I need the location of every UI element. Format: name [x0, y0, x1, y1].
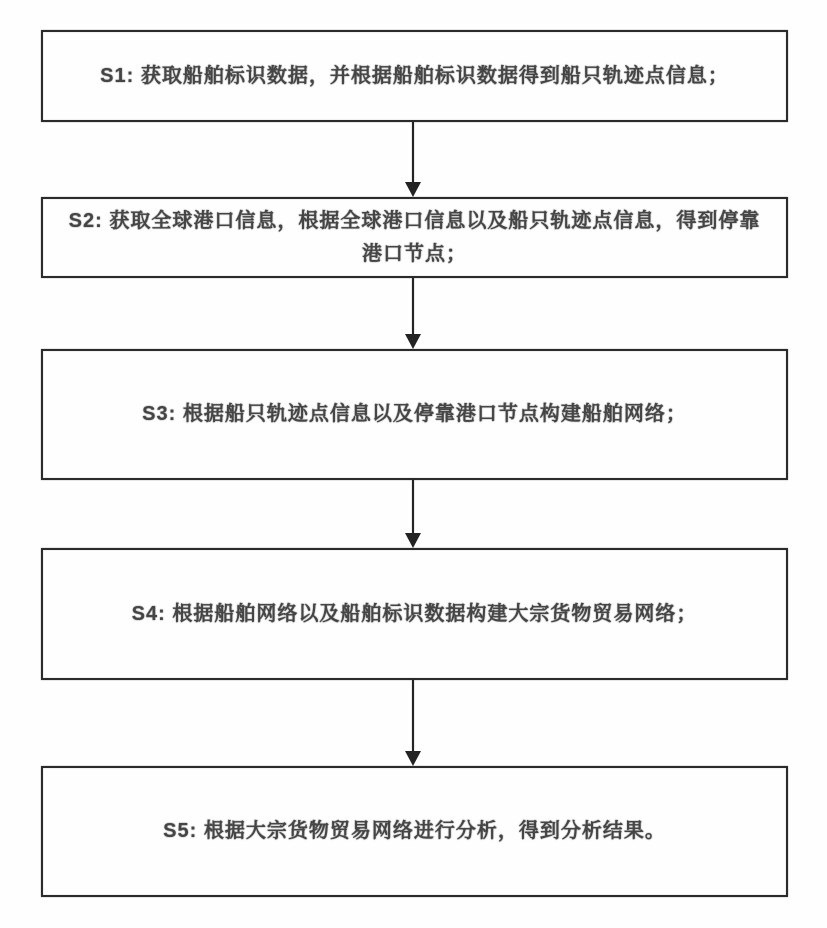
flowchart-step-s4	[41, 548, 788, 680]
arrow-down-icon	[404, 480, 422, 548]
arrow-head	[405, 751, 421, 766]
step-s2-text: S2: 获取全球港口信息，根据全球港口信息以及船只轨迹点信息，得到停靠港口节点；	[68, 209, 761, 265]
step-s3-text: S3: 根据船只轨迹点信息以及停靠港口节点构建船舶网络；	[142, 403, 687, 425]
step-s5-text: S5: 根据大宗货物贸易网络进行分析，得到分析结果。	[163, 820, 666, 842]
step-s1-text: S1: 获取船舶标识数据，并根据船舶标识数据得到船只轨迹点信息；	[100, 64, 729, 87]
arrow-shaft	[412, 680, 414, 751]
arrow-shaft	[412, 480, 414, 533]
flowchart-step-s2	[41, 197, 788, 278]
arrow-down-icon	[404, 122, 422, 197]
flowchart-step-s1	[41, 30, 788, 122]
arrow-head	[405, 182, 421, 197]
arrow-shaft	[412, 122, 414, 182]
step-s4-text: S4: 根据船舶网络以及船舶标识数据构建大宗货物贸易网络；	[131, 602, 698, 625]
arrow-down-icon	[404, 680, 422, 766]
arrow-down-icon	[404, 278, 422, 349]
arrow-shaft	[412, 278, 414, 334]
flowchart-step-s3	[41, 349, 788, 480]
flowchart-step-s5	[41, 766, 788, 897]
arrow-head	[405, 533, 421, 548]
arrow-head	[405, 334, 421, 349]
